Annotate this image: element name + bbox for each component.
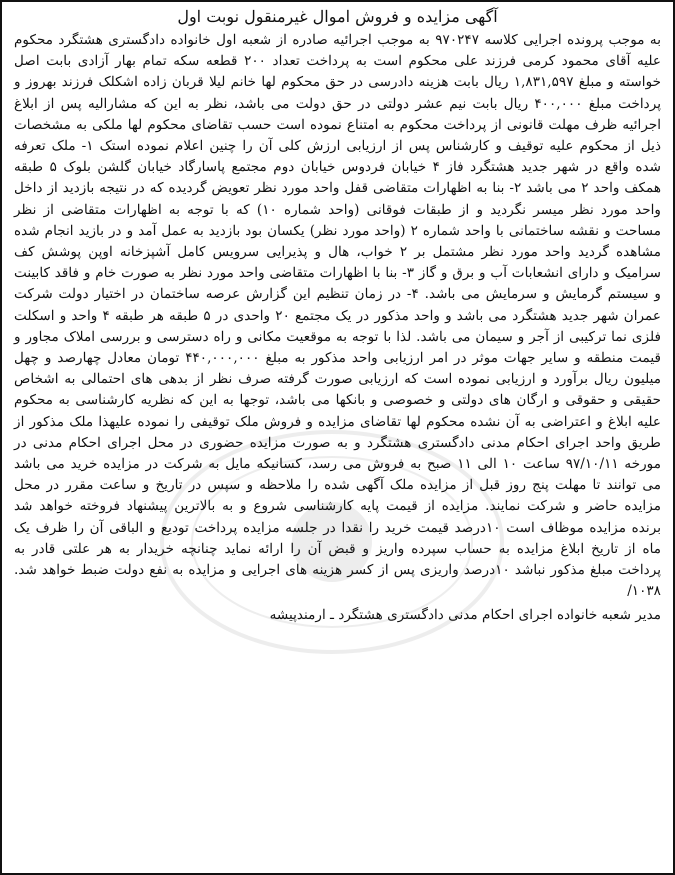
notice-body: به موجب پرونده اجرایی کلاسه ۹۷۰۲۴۷ به موجب اجرائیه صادره از شعبه اول خانواده دادگستری هشتگرد محکوم علیه آقای محمود کرمی فرزند علی محکوم است به پرداخت تعداد ۲۰۰ قطعه سکه تمام بهار آزادی بابت اصل خواسته و مبلغ ۱,۸۳۱,۵۹۷ ریال بابت هزینه دادرسی در حق محکوم لها خانم لیلا قربان زاده اشکلک فرزند بهروز و پرداخت مبلغ ۴۰۰,۰۰۰ ریال بابت نیم عشر دولتی در حق دولت می باشد، نظر به این که مشارالیه پس از ابلاغ اجرائیه ظرف مهلت قانونی از پرداخت محکوم به امتناع نموده است حسب تقاضای محکوم لها ملکی به مشخصات ذیل از محکوم علیه توقیف و کارشناس پس از ارزیابی ارزش کلی آن را چنین اعلام نموده استک ۱- ملک تعرفه شده واقع در شهر جدید هشتگرد فاز ۴ خیابان فردوس خیابان دوم مجتمع پاسارگاد خیابان گلشن بلوک ۵ طبقه همکف واحد ۲ می باشد ۲- بنا به اظهارات متقاضی قفل واحد مورد نظر تعویض گردیده که در نتیجه بازدید از داخل واحد مورد نظر میسر نگردید و از طبقات فوقانی (واحد شماره ۱۰) که با توجه به اظهارات متقاضی از نظر مساحت و نقشه ساختمانی با واحد شماره ۲ (واحد مورد نظر) یکسان بود بازدید به عمل آمد و در بازید انجام شده مشاهده گردید واحد مورد نظر مشتمل بر ۲ خواب، هال و پذیرایی سرویس کامل آشپزخانه اوپن پوشش کف سرامیک و دارای انشعابات آب و برق و گاز ۳- بنا با اظهارات متقاضی واحد مورد نظر به صورت خام و فاقد کابینت و سیستم گرمایش و سرمایش می باشد. ۴- در زمان تنظیم این گزارش عرصه ساختمان در اختیار دولت شرکت عمران شهر جدید هشتگرد می باشد و واحد مذکور در یک مجتمع ۲۰ واحدی در ۵ طبقه هر طبقه ۴ واحد و اسکلت فلزی نما ترکیبی از آجر و سیمان می باشد. لذا با توجه به موقعیت مکانی و راه دسترسی و بررسی املاک مجاور و قیمت منطقه و سایر جهات موثر در امر ارزیابی واحد مذکور به مبلغ ۴۴۰,۰۰۰,۰۰۰ تومان معادل چهارصد و چهل میلیون ریال برآورد و ارزیابی نموده است که ارزیابی صورت گرفته صرف نظر از بدهی های احتمالی به اشخاص حقیقی و حقوقی و ارگان های دولتی و خصوصی و بانکها می باشد، توجها به این که نظریه کارشناسی به محکوم علیه ابلاغ و اعتراضی به آن نشده محکوم لها تقاضای مزایده و فروش ملک توقیفی را نموده علیهذا ملک مذکور از طریق واحد اجرای احکام مدنی دادگستری هشتگرد و به صورت مزایده حضوری در محل اجرای احکام مدنی در مورخه ۹۷/۱۰/۱۱ ساعت ۱۰ الی ۱۱ صبح به فروش می رسد، کسانیکه مایل به شرکت در مزایده خرید می باشد می توانند تا مهلت پنج روز قبل از مزایده ملک آگهی شده را ملاحظه و سپس در تاریخ و ساعت مقرر در محل مزایده حاضر و شرکت نمایند. مزایده از قیمت پایه کارشناسی شروع و به بالاترین پیشنهاد فروخته خواهد شد برنده مزایده موظاف است ۱۰درصد قیمت خرید را نقدا در جلسه مزایده پرداخت تودیع و الباقی آن را ظرف یک ماه از تاریخ ابلاغ مزایده به حساب سپرده واریز و قبض آن را ارائه نماید چنانچه خریدار به هر علتی قادر به پرداخت مبلغ مذکور نباشد ۱۰درصد واریزی پس از کسر هزینه های اجرایی و مزایده به نفع دولت ضبط خواهد شد. ۱۰۳۸/ [14,32,662,600]
notice-signature: مدیر شعبه خانواده اجرای احکام مدنی دادگستری هشتگرد ـ ارمندپیشه [269,607,661,624]
notice-content [14,6,661,869]
notice-title: آگهی مزایده و فروش اموال غیرمنقول نوبت اول [177,7,498,26]
